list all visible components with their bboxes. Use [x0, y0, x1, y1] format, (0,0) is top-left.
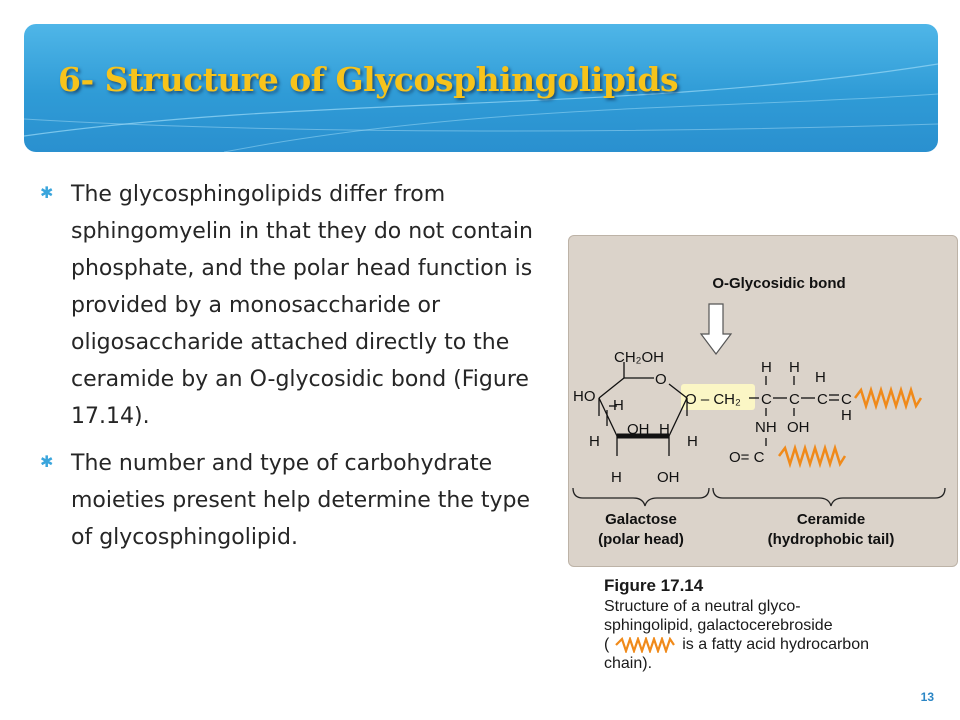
asterisk-bullet-icon: ✱: [40, 452, 54, 471]
ceramide-brace: [713, 488, 945, 506]
asterisk-bullet-icon: ✱: [40, 183, 54, 202]
chain-h-label: H: [841, 407, 852, 424]
bullet-item: [40, 176, 540, 435]
bullet-list: [40, 176, 540, 566]
chain-h-label: H: [815, 369, 826, 386]
fatty-chain-lower: [779, 448, 845, 464]
page-number: 13: [920, 690, 934, 704]
ring-h-label: H: [611, 469, 622, 486]
ho-label: HO: [573, 388, 596, 405]
ch2oh-label: CH₂OH: [614, 349, 664, 366]
ring-oh-label: OH: [627, 421, 650, 438]
ring-h-label: H: [687, 433, 698, 450]
ceramide-label: Ceramide: [796, 511, 866, 528]
galactose-label: Galactose: [605, 511, 677, 528]
carbonyl-label: O= C: [729, 449, 765, 466]
caption-line: Structure of a neutral glyco-: [604, 598, 801, 615]
bullet-item: [40, 445, 540, 556]
caption-line: sphingolipid, galactocerebroside: [604, 617, 833, 634]
fatty-chain-upper: [855, 390, 921, 406]
carbon-label: C: [841, 391, 852, 408]
fatty-chain-icon: [614, 637, 678, 653]
figure-caption: [604, 576, 944, 673]
caption-line-with-chain: [604, 635, 944, 654]
carbon-label: C: [817, 391, 828, 408]
carbon-label: C: [761, 391, 772, 408]
hydrophobic-tail-label: (hydrophobic tail): [767, 531, 895, 548]
chain-h-label: H: [761, 359, 772, 376]
ring-h-label: H: [589, 433, 600, 450]
caption-paren: (: [604, 636, 610, 653]
chain-oh-label: OH: [787, 419, 810, 436]
caption-text: is a fatty acid hydrocarbon: [682, 636, 869, 653]
ring-oh-label: OH: [657, 469, 680, 486]
figure-number: Figure 17.14: [604, 576, 704, 595]
polar-head-label: (polar head): [598, 531, 684, 548]
linkage-label: O – CH₂: [685, 391, 741, 408]
ring-h-label: H: [613, 397, 624, 414]
chain-h-label: H: [789, 359, 800, 376]
nh-label: NH: [755, 419, 777, 436]
bullet-text: The glycosphingolipids differ from sphingomyelin in that they do not contain phosphate, and the polar head function is provided by a monosaccharide or oligosaccharide attached directly to the ceramide by an O-glycosidic bond (Figure 17.14).: [71, 182, 533, 429]
glycosidic-bond-label: O-Glycosidic bond: [712, 275, 846, 292]
down-arrow-icon: [701, 304, 731, 354]
galactose-brace: [573, 488, 709, 506]
slide-title: 6- Structure of Glycosphingolipids: [58, 60, 679, 99]
bullet-text: The number and type of carbohydrate moieties present help determine the type of glycosphingolipid.: [71, 451, 531, 550]
galactocerebroside-diagram: [569, 236, 957, 566]
ring-oxygen-label: O: [655, 371, 667, 388]
carbon-label: C: [789, 391, 800, 408]
ring-h-label: H: [659, 421, 670, 438]
caption-line: chain).: [604, 655, 653, 672]
structure-figure: [568, 235, 958, 567]
